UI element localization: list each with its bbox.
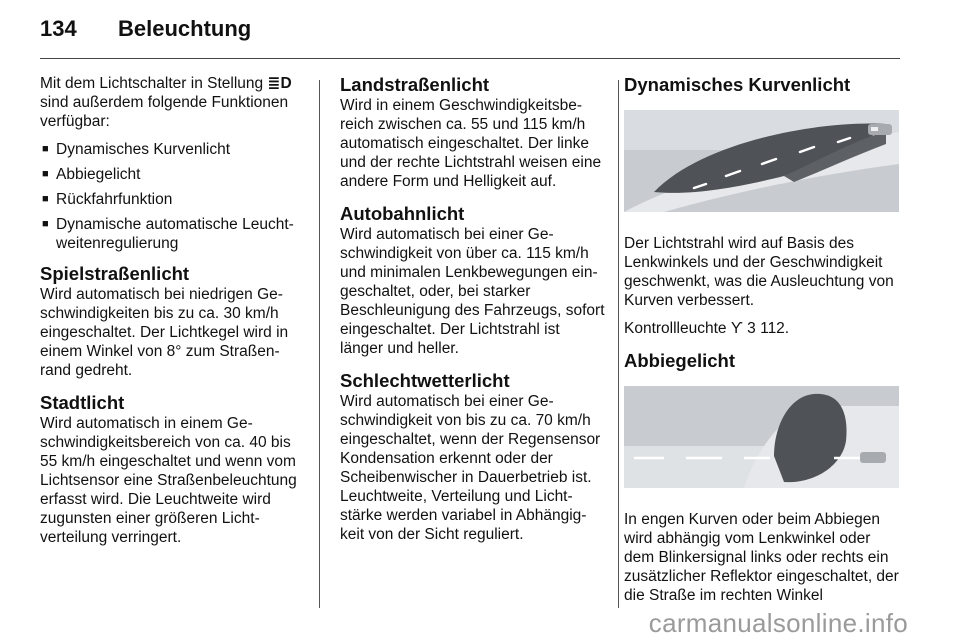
bullet-icon: ■ [42, 193, 49, 205]
section-text: Wird automatisch bei einer Geschwindigkeit von bis zu ca. 70 km/h eingeschaltet, wenn der Regensensor Kondensation erkennt oder der Scheibenwischer in Dauerbetrieb ist. Leuchtweite, Verteilung und Lichtstärke werden variabel in Abhängigkeit von der Sicht reguliert. [340, 393, 601, 543]
section-text: Wird automatisch bei niedrigen Geschwindigkeiten bis zu ca. 30 km/h eingeschaltet. Der Lichtkegel wird in einem Winkel von 8° zum Straßenrand gedreht. [40, 286, 289, 379]
page-reference: 112. [760, 320, 790, 337]
list-item: ■ Dynamisches Kurvenlicht [42, 141, 231, 158]
page-number: 134 [40, 16, 77, 41]
section-heading: Dynamisches Kurvenlicht [624, 74, 851, 95]
section-text: Wird in einem Geschwindigkeitsbereich zwischen ca. 55 und 115 km/h automatisch eingeschaltet. Der linke und der rechte Lichtstrahl weisen eine andere Form und Helligkeit auf. [340, 97, 602, 190]
section-text: Wird automatisch bei einer Geschwindigkeit von über ca. 115 km/h und minimalen Lenkbewegungen eingeschaltet, oder, bei starker Beschleunigung des Fahrzeugs, sofort eingeschaltet. Der Lichtstrahl ist länger und heller. [340, 226, 605, 357]
curve-light-illustration [624, 110, 899, 212]
column-divider [319, 80, 320, 608]
header-rule [40, 58, 900, 59]
page-title: Beleuchtung [118, 16, 252, 41]
section-heading: Landstraßenlicht [340, 74, 490, 95]
section-heading: Abbiegelicht [624, 350, 736, 371]
feature-list [40, 140, 305, 253]
column-1 [40, 74, 305, 556]
column-3 [624, 74, 904, 614]
curve-light-lamp-icon: ϒ [730, 320, 743, 337]
bullet-icon: ■ [42, 168, 49, 180]
bullet-icon: ■ [42, 143, 49, 155]
section-heading: Autobahnlicht [340, 203, 465, 224]
section-text: Der Lichtstrahl wird auf Basis des Lenkwinkels und der Geschwindigkeit geschwenkt, was die Ausleuchtung von Kurven verbessert. [624, 235, 894, 309]
watermark: carmanualsonline.info [648, 608, 908, 638]
intro-paragraph: Mit dem Lichtschalter in Stellung ≣D sind außerdem folgende Funktionen verfügbar: [40, 75, 292, 130]
bullet-icon: ■ [42, 218, 49, 230]
light-switch-icon: ≣D [267, 75, 292, 92]
section-text: Wird automatisch in einem Geschwindigkeitsbereich von ca. 40 bis 55 km/h eingeschaltet und wenn vom Lichtsensor eine Straßenbeleuchtung erfasst wird. Die Leuchtweite wird zugunsten einer größeren Lichtverteilung verringert. [40, 415, 297, 546]
warning-lamp-reference: Kontrollleuchte ϒ 3 112. [624, 320, 790, 337]
list-item: ■ Abbiegelicht [42, 166, 141, 183]
section-text: In engen Kurven oder beim Abbiegen wird abhängig vom Lenkwinkel oder dem Blinkersignal links oder rechts ein zusätzlicher Reflektor eingeschaltet, der die Straße im rechten Winkel [624, 511, 899, 604]
section-heading: Spielstraßenlicht [40, 263, 190, 284]
cornering-light-illustration [624, 386, 899, 488]
list-item: ■ Dynamische automatische Leuchtweitenregulierung [42, 216, 294, 252]
page-reference-icon: 3 [747, 320, 756, 337]
list-item: ■ Rückfahrfunktion [42, 191, 173, 208]
column-2 [340, 74, 605, 553]
column-divider [618, 80, 619, 608]
section-heading: Stadtlicht [40, 392, 125, 413]
section-heading: Schlechtwetterlicht [340, 370, 510, 391]
